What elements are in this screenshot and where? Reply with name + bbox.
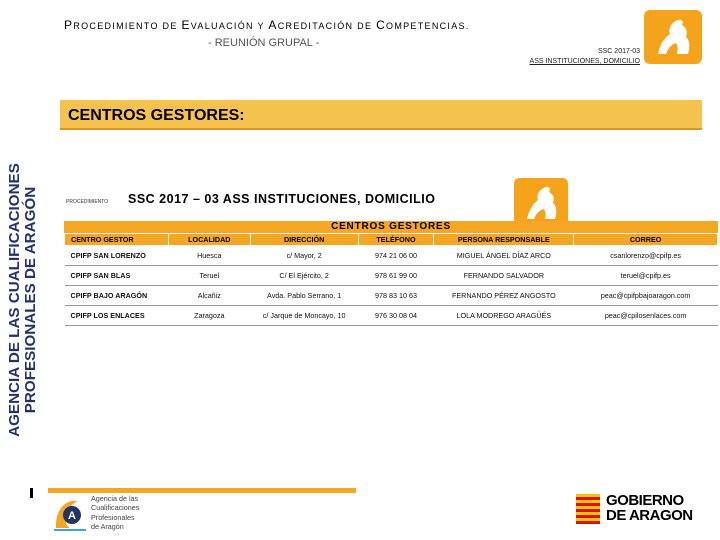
- column-header: PERSONA RESPONSABLE: [434, 234, 574, 246]
- cell-centro: CPIFP BAJO ARAGÓN: [65, 286, 169, 306]
- cell-correo: csanlorenzo@cpifp.es: [574, 246, 718, 266]
- cell-correo: peac@cpilosenlaces.com: [574, 306, 718, 326]
- cell-telefono: 978 61 99 00: [358, 266, 434, 286]
- aragon-flag-icon: [576, 494, 600, 524]
- cell-centro: CPIFP LOS ENLACES: [65, 306, 169, 326]
- cell-centro: CPIFP SAN LORENZO: [65, 246, 169, 266]
- gov-line: GOBIERNO: [606, 492, 684, 509]
- procedure-title: PROCEDIMIENTO DE EVALUACIÓN Y ACREDITACIÓN DE COMPETENCIAS.: [64, 18, 470, 32]
- centros-table: [64, 233, 718, 326]
- agency-name-line: Agencia de las: [91, 494, 139, 503]
- cell-localidad: Alcañiz: [168, 286, 250, 306]
- code-line: SSC 2017-03: [597, 48, 640, 55]
- section-title: CENTROS GESTORES:: [68, 107, 245, 124]
- table-title: CENTROS GESTORES: [64, 221, 718, 233]
- cell-responsable: MIGUEL ÁNGEL DÍAZ ARCO: [434, 246, 574, 266]
- cell-direccion: Avda. Pablo Serrano, 1: [250, 286, 358, 306]
- cell-direccion: C/ El Ejército, 2: [250, 266, 358, 286]
- cell-correo: peac@cpifpbajoaragon.com: [574, 286, 718, 306]
- cell-direccion: c/ Mayor, 2: [250, 246, 358, 266]
- table-row: [65, 246, 718, 266]
- table-row: [65, 286, 718, 306]
- vertical-line-2: PROFESIONALES DE ARAGÓN: [22, 186, 39, 414]
- government-logo-text: [606, 493, 693, 523]
- agency-name-line: Profesionales: [91, 512, 135, 522]
- meeting-subtitle: - REUNIÓN GRUPAL -: [208, 37, 320, 49]
- cell-responsable: LOLA MODREGO ARAGÜÉS: [434, 306, 574, 326]
- column-header: CORREO: [574, 234, 718, 246]
- cell-responsable: FERNANDO PÉREZ ANGOSTO: [434, 286, 574, 306]
- table-row: [65, 306, 718, 326]
- cell-responsable: FERNANDO SALVADOR: [434, 266, 574, 286]
- cell-telefono: 978 83 10 63: [358, 286, 434, 306]
- agency-name-line: de Aragón: [91, 522, 124, 532]
- svg-text:A: A: [68, 510, 76, 522]
- cell-localidad: Teruel: [168, 266, 250, 286]
- sidebar-divider: [30, 488, 33, 498]
- agency-logo-icon: [52, 495, 88, 533]
- agency-name: [91, 494, 139, 532]
- footer-divider: [48, 488, 356, 493]
- cell-telefono: 974 21 06 00: [358, 246, 434, 266]
- agency-name-line: Cualificaciones: [91, 503, 140, 513]
- column-header: DIRECCIÓN: [250, 234, 358, 246]
- doc-small-label: PROCEDIMIENTO: [66, 199, 109, 205]
- column-header: CENTRO GESTOR: [65, 234, 169, 246]
- table-row: [65, 266, 718, 286]
- column-header: TELÉFONO: [358, 234, 434, 246]
- cell-direccion: c/ Jarque de Moncayo, 10: [250, 306, 358, 326]
- agency-emblem-icon: [644, 10, 702, 64]
- code-description: ASS INSTITUCIONES, DOMICILIO: [529, 58, 640, 65]
- cell-telefono: 976 30 08 04: [358, 306, 434, 326]
- cell-correo: teruel@cpifp.es: [574, 266, 718, 286]
- agency-vertical-label: [4, 135, 48, 465]
- procedure-code: [530, 47, 640, 67]
- cell-localidad: Huesca: [168, 246, 250, 266]
- table-header-row: [65, 234, 718, 246]
- doc-title: SSC 2017 – 03 ASS INSTITUCIONES, DOMICILIO: [128, 192, 436, 206]
- vertical-line-1: AGENCIA DE LAS CUALIFICACIONES: [6, 163, 23, 437]
- section-header: [60, 100, 702, 130]
- column-header: LOCALIDAD: [168, 234, 250, 246]
- cell-centro: CPIFP SAN BLAS: [65, 266, 169, 286]
- gov-line: DE ARAGON: [606, 507, 693, 524]
- cell-localidad: Zaragoza: [168, 306, 250, 326]
